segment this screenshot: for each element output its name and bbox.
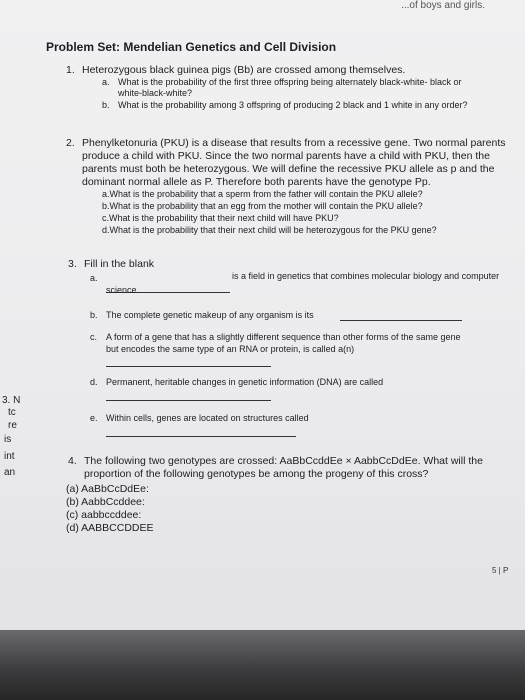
q3d-label: d. <box>90 377 98 387</box>
q3a-continuation: science. <box>106 285 140 295</box>
q3b-label: b. <box>90 310 98 320</box>
edge-fragment: re <box>8 420 17 431</box>
q2-line3: parents must both be heterozygous. We will define the recessive PKU allele as p and the <box>82 163 495 175</box>
q4-number: 4. <box>68 455 77 467</box>
q2b-text: b.What is the probability that an egg from the mother will contain the PKU allele? <box>102 201 423 211</box>
q4-option-c: (c) aabbccddee: <box>66 509 142 521</box>
q2-line1: Phenylketonuria (PKU) is a disease that results from a recessive gene. Two normal parents <box>82 137 506 149</box>
q1a-label: a. <box>102 77 110 87</box>
page-number: 5 | P <box>492 566 509 575</box>
q4-line1: The following two genotypes are crossed: AaBbCcddEe × AabbCcDdEe. What will the <box>84 455 483 467</box>
q1b-label: b. <box>102 100 110 110</box>
q2a-text: a.What is the probability that a sperm from the father will contain the PKU allele? <box>102 189 423 199</box>
q3c-blank[interactable] <box>106 356 271 367</box>
q1b-text: What is the probability among 3 offspring of producing 2 black and 1 white in any order? <box>118 100 468 110</box>
background-surface <box>0 630 525 700</box>
edge-fragment: an <box>4 467 16 478</box>
q1a-line1: What is the probability of the first three offspring being alternately black-white- black or <box>118 77 462 87</box>
q3d-blank[interactable] <box>106 390 271 401</box>
q3b-blank[interactable] <box>340 310 462 321</box>
q4-option-a: (a) AaBbCcDdEe: <box>66 483 149 495</box>
q3a-label: a. <box>90 273 98 283</box>
q3-number: 3. <box>68 258 77 270</box>
q2-number: 2. <box>66 137 75 149</box>
q3d-text: Permanent, heritable changes in genetic information (DNA) are called <box>106 377 384 387</box>
q3e-blank[interactable] <box>106 426 296 437</box>
q1-text: Heterozygous black guinea pigs (Bb) are crossed among themselves. <box>82 64 406 76</box>
q3-heading: Fill in the blank <box>84 258 155 270</box>
q3c-label: c. <box>90 332 98 342</box>
q1-number: 1. <box>66 64 75 76</box>
faint-handwriting <box>444 40 449 54</box>
q4-option-d: (d) AABBCCDDEE <box>66 522 154 534</box>
edge-fragment: tc <box>8 407 16 418</box>
edge-fragment: int <box>4 451 15 462</box>
q1a-line2: white-black-white? <box>118 88 193 98</box>
q3c-line1: A form of a gene that has a slightly different sequence than other forms of the same gene <box>106 332 461 342</box>
q4-option-b: (b) AabbCcddee: <box>66 496 145 508</box>
q3b-text: The complete genetic makeup of any organism is its <box>106 310 314 320</box>
edge-fragment: is <box>4 434 12 445</box>
q4-line2: proportion of the following genotypes be among the progeny of this cross? <box>84 468 429 480</box>
q3e-text: Within cells, genes are located on structures called <box>106 413 309 423</box>
top-cutoff-text: ...of boys and girls. <box>401 0 485 11</box>
edge-fragment: 3. N <box>2 395 21 406</box>
q3c-line2: but encodes the same type of an RNA or protein, is called a(n) <box>106 344 355 354</box>
page-title: Problem Set: Mendelian Genetics and Cell Division <box>46 40 337 54</box>
q3e-label: e. <box>90 413 98 423</box>
q2-line2: produce a child with PKU. Since the two normal parents have a child with PKU, then the <box>82 150 490 162</box>
q2c-text: c.What is the probability that their next child will have PKU? <box>102 213 339 223</box>
q2-line4: dominant normal allele as P. Therefore both parents have the genotype Pp. <box>82 176 431 188</box>
q3a-text: is a field in genetics that combines molecular biology and computer <box>232 271 500 281</box>
q2d-text: d.What is the probability that their next child will be heterozygous for the PKU gene? <box>102 225 437 235</box>
